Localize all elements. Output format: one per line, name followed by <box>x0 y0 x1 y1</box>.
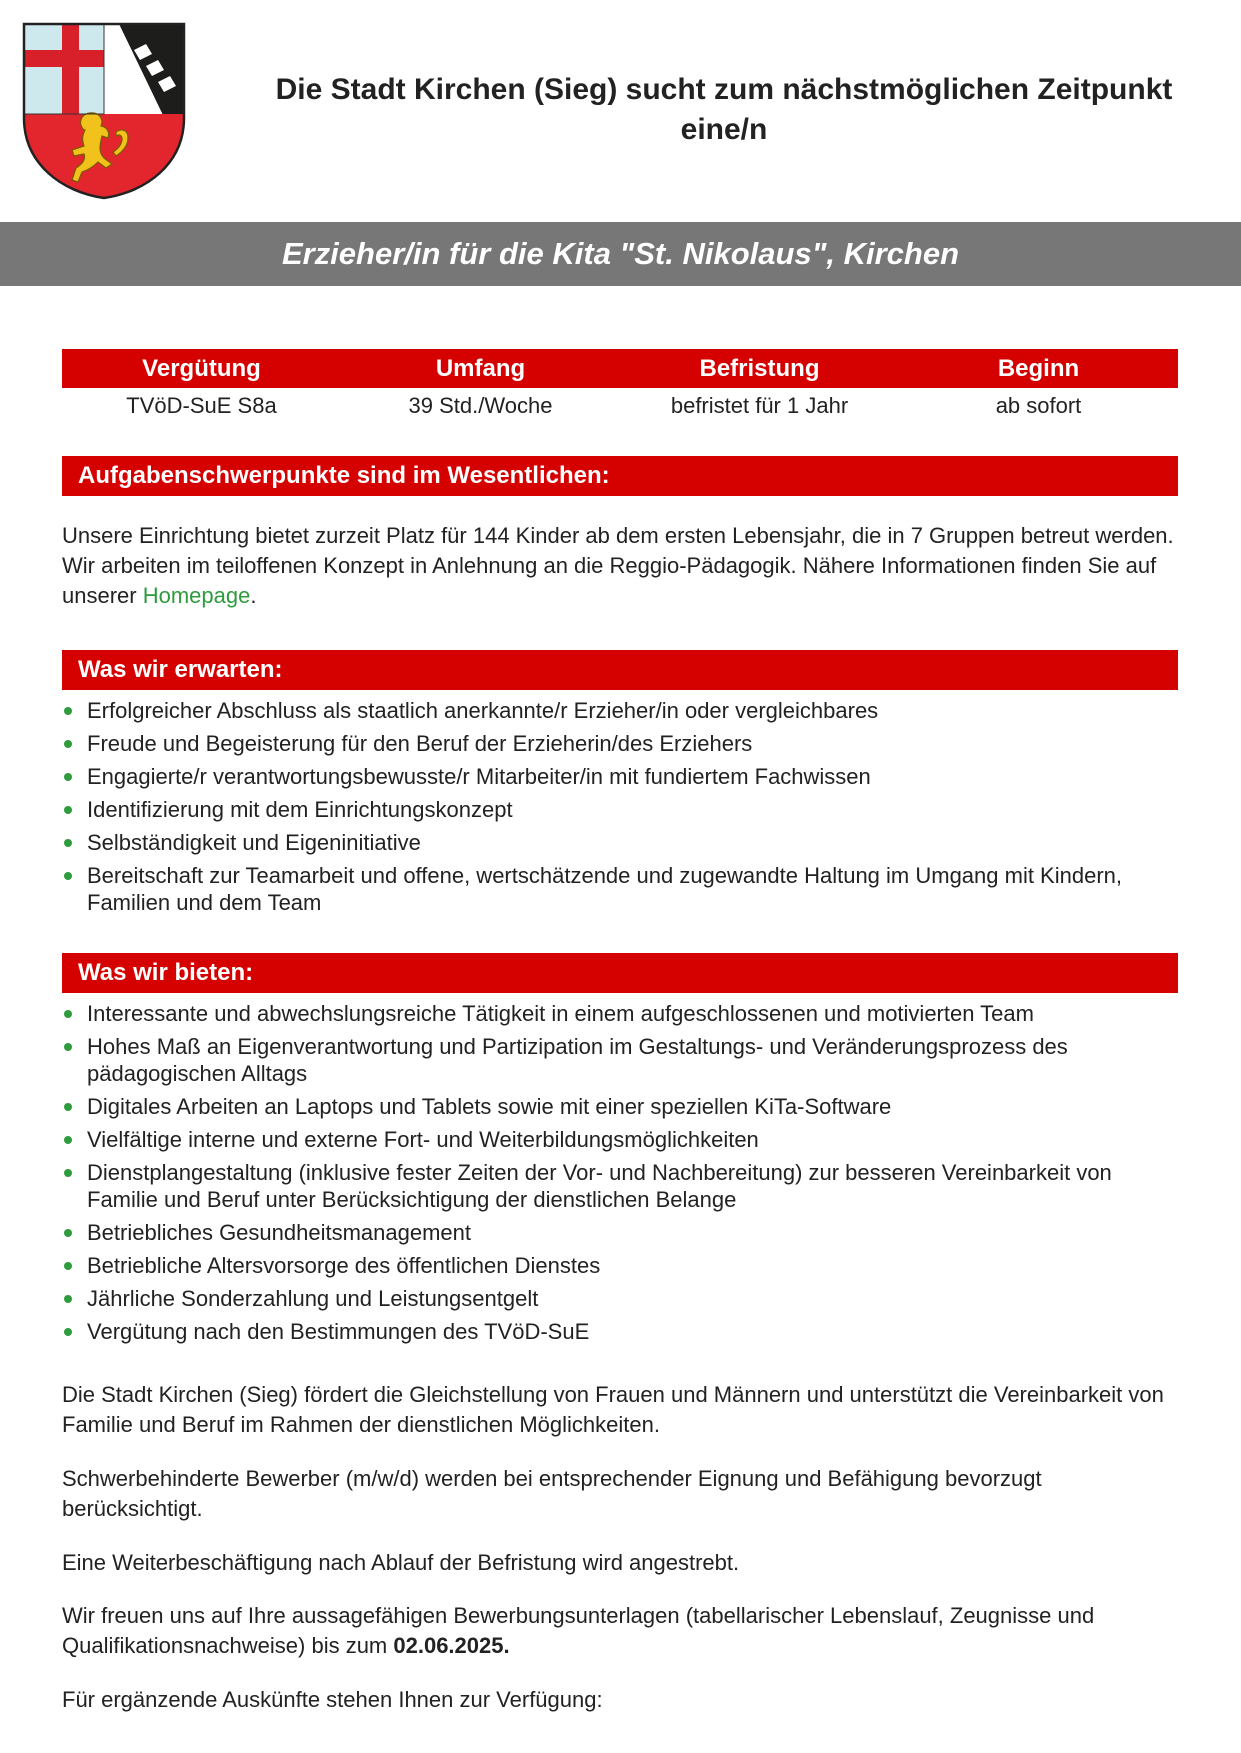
bullet-icon <box>64 872 72 880</box>
tasks-description <box>62 521 1178 611</box>
list-item-text: Selbständigkeit und Eigeninitiative <box>87 830 421 855</box>
list-item <box>62 763 1178 790</box>
list-item-text: Identifizierung mit dem Einrichtungskonzept <box>87 797 513 822</box>
application-deadline: 02.06.2025. <box>393 1633 510 1658</box>
list-item <box>62 1318 1178 1345</box>
disability-statement: Schwerbehinderte Bewerber (m/w/d) werden bei entsprechender Eignung und Befähigung bevorzugt berücksichtigt. <box>62 1466 1042 1521</box>
key-facts-value-beginn: ab sofort <box>995 393 1082 418</box>
key-facts-label-umfang: Umfang <box>435 355 526 382</box>
tasks-text: Unsere Einrichtung bietet zurzeit Platz für 144 Kinder ab dem ersten Lebensjahr, die in 7 Gruppen betreut werden. Wir arbeiten im teiloffenen Konzept in Anlehnung an die Reggio-Pädagogik. Nähere Informationen finden Sie auf unserer <box>62 523 1174 608</box>
key-facts-value-befristung: befristet für 1 Jahr <box>670 393 849 418</box>
bullet-icon <box>64 1262 72 1270</box>
list-item <box>62 1219 1178 1246</box>
continuation-statement: Eine Weiterbeschäftigung nach Ablauf der Befristung wird angestrebt. <box>62 1550 740 1575</box>
coat-of-arms-logo <box>22 22 186 200</box>
list-item <box>62 1093 1178 1120</box>
list-item-text: Jährliche Sonderzahlung und Leistungsentgelt <box>87 1286 539 1311</box>
expectations-list <box>62 697 1178 922</box>
key-facts-label-befristung: Befristung <box>699 355 820 382</box>
list-item <box>62 829 1178 856</box>
bullet-icon <box>64 1229 72 1237</box>
list-item <box>62 862 1178 916</box>
contact-intro: Für ergänzende Auskünfte stehen Ihnen zur Verfügung: <box>62 1687 603 1712</box>
list-item-text: Bereitschaft zur Teamarbeit und offene, wertschätzende und zugewandte Haltung im Umgang mit Kindern, Familien und dem Team <box>87 863 1122 915</box>
key-facts-header-row <box>62 349 1178 388</box>
application-statement <box>62 1601 1178 1661</box>
bullet-icon <box>64 740 72 748</box>
list-item-text: Erfolgreicher Abschluss als staatlich anerkannte/r Erzieher/in oder vergleichbares <box>87 698 879 723</box>
homepage-link[interactable]: Homepage <box>142 583 251 608</box>
list-item-text: Hohes Maß an Eigenverantwortung und Partizipation im Gestaltungs- und Veränderungsprozess des pädagogischen Alltags <box>87 1034 1068 1086</box>
list-item <box>62 1033 1178 1087</box>
list-item-text: Freude und Begeisterung für den Beruf der Erzieherin/des Erziehers <box>87 731 753 756</box>
expectations-heading: Was wir erwarten: <box>62 650 1178 690</box>
bullet-icon <box>64 773 72 781</box>
key-facts-label-beginn: Beginn <box>997 355 1080 382</box>
bullet-icon <box>64 1103 72 1111</box>
list-item-text: Dienstplangestaltung (inklusive fester Zeiten der Vor- und Nachbereitung) zur besseren Vereinbarkeit von Familie und Beruf unter Berücksichtigung der dienstlichen Belange <box>87 1160 1112 1212</box>
list-item-text: Digitales Arbeiten an Laptops und Tablets sowie mit einer speziellen KiTa-Software <box>87 1094 892 1119</box>
key-facts-value-verguetung: TVöD-SuE S8a <box>126 393 277 418</box>
offers-heading: Was wir bieten: <box>62 953 1178 993</box>
list-item-text: Betriebliche Altersvorsorge des öffentlichen Dienstes <box>87 1253 601 1278</box>
list-item-text: Betriebliches Gesundheitsmanagement <box>87 1220 472 1245</box>
list-item <box>62 1000 1178 1027</box>
bullet-icon <box>64 1169 72 1177</box>
job-title: Erzieher/in für die Kita "St. Nikolaus", Kirchen <box>0 222 1241 286</box>
list-item <box>62 1126 1178 1153</box>
bullet-icon <box>64 1295 72 1303</box>
list-item-text: Vielfältige interne und externe Fort- und Weiterbildungsmöglichkeiten <box>87 1127 759 1152</box>
bullet-icon <box>64 1136 72 1144</box>
list-item <box>62 730 1178 757</box>
key-facts-value-row <box>62 388 1178 424</box>
list-item <box>62 1252 1178 1279</box>
key-facts-value-umfang: 39 Std./Woche <box>408 393 553 418</box>
offers-list <box>62 1000 1178 1351</box>
bullet-icon <box>64 707 72 715</box>
list-item-text: Interessante und abwechslungsreiche Tätigkeit in einem aufgeschlossenen und motivierten Team <box>87 1001 1034 1026</box>
application-text: Wir freuen uns auf Ihre aussagefähigen Bewerbungsunterlagen (tabellarischer Lebenslauf, Zeugnisse und Qualifikationsnachweise) bis zum <box>62 1603 1095 1658</box>
list-item-text: Vergütung nach den Bestimmungen des TVöD-SuE <box>87 1319 590 1344</box>
equality-statement: Die Stadt Kirchen (Sieg) fördert die Gleichstellung von Frauen und Männern und unterstützt die Vereinbarkeit von Familie und Beruf im Rahmen der dienstlichen Möglichkeiten. <box>62 1382 1164 1437</box>
key-facts-table <box>62 349 1178 424</box>
bullet-icon <box>64 1328 72 1336</box>
tasks-text-end: . <box>250 583 257 608</box>
list-item <box>62 1159 1178 1213</box>
bullet-icon <box>64 1010 72 1018</box>
list-item <box>62 697 1178 724</box>
page-headline: Die Stadt Kirchen (Sieg) sucht zum nächstmöglichen Zeitpunkt eine/n <box>275 73 1173 146</box>
bullet-icon <box>64 839 72 847</box>
list-item <box>62 796 1178 823</box>
key-facts-label-verguetung: Vergütung <box>142 355 261 382</box>
list-item-text: Engagierte/r verantwortungsbewusste/r Mitarbeiter/in mit fundiertem Fachwissen <box>87 764 871 789</box>
bullet-icon <box>64 806 72 814</box>
tasks-heading: Aufgabenschwerpunkte sind im Wesentlichen: <box>62 456 1178 496</box>
bullet-icon <box>64 1043 72 1051</box>
list-item <box>62 1285 1178 1312</box>
